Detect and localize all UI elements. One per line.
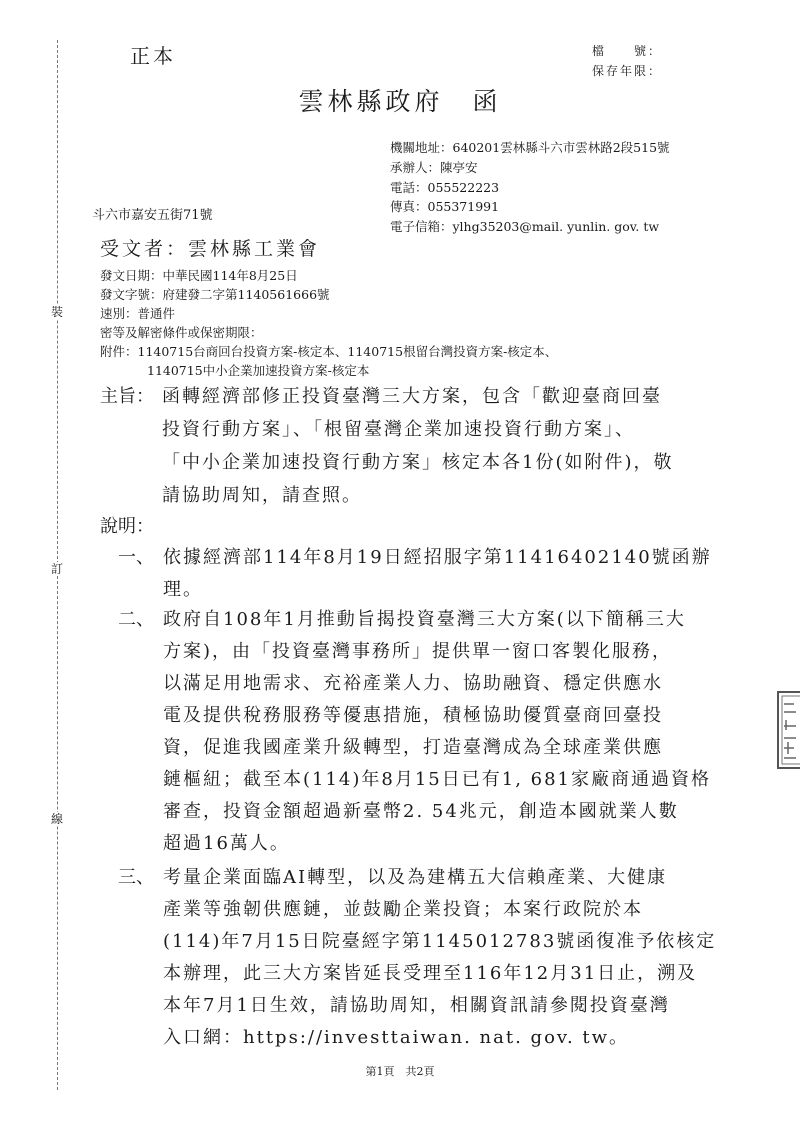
- item-line: 入口網：https://investtaiwan. nat. gov. tw。: [163, 1027, 630, 1048]
- subject-label: 主旨：: [100, 386, 154, 407]
- agency-address: 機關地址：640201雲林縣斗六市雲林路2段515號: [390, 140, 670, 155]
- retention-period-label: 保存年限：: [592, 64, 663, 78]
- seal-stamp: [774, 690, 800, 770]
- subject-line: 函轉經濟部修正投資臺灣三大方案，包含「歡迎臺商回臺: [162, 386, 662, 407]
- subject-line: 請協助周知，請查照。: [162, 485, 362, 506]
- attachments-line-1: 附件：1140715台商回台投資方案-核定本、1140715根留台灣投資方案-核定本、: [100, 344, 558, 359]
- item-line: 理。: [163, 579, 203, 600]
- file-number-label: 檔 號：: [592, 44, 663, 58]
- binding-mark-1: 裝: [51, 305, 64, 319]
- email: 電子信箱：ylhg35203@mail. yunlin. gov. tw: [390, 219, 660, 234]
- page-number: 第1頁 共2頁: [365, 1065, 435, 1078]
- recipient: 受文者：雲林縣工業會: [100, 238, 321, 260]
- description-label: 說明：: [100, 516, 154, 537]
- phone: 電話：055522223: [390, 180, 500, 195]
- item-line: 鏈樞紐；截至本(114)年8月15日已有1, 681家廠商通過資格: [163, 769, 712, 790]
- item-number: 二、: [118, 609, 154, 630]
- binding-mark-2: 訂: [51, 562, 64, 576]
- subject-line: 「中小企業加速投資行動方案」核定本各1份(如附件)，敬: [162, 452, 674, 473]
- document-title: 雲林縣政府 函: [298, 87, 502, 116]
- fax: 傳真：055371991: [390, 199, 500, 214]
- document-number: 發文字號：府建發二字第1140561666號: [100, 287, 330, 302]
- item-line: 電及提供稅務服務等優惠措施，積極協助優質臺商回臺投: [163, 705, 663, 726]
- item-line: 本辦理，此三大方案皆延長受理至116年12月31日止，溯及: [163, 963, 698, 984]
- item-number: 三、: [118, 867, 154, 888]
- item-line: 依據經濟部114年8月19日經招服字第11416402140號函辦: [163, 547, 712, 568]
- handler: 承辦人：陳亭安: [390, 160, 478, 175]
- copy-mark: 正本: [130, 44, 176, 68]
- binding-mark-3: 線: [51, 812, 64, 826]
- item-line: 本年7月1日生效，請協助周知，相關資訊請參閱投資臺灣: [163, 995, 670, 1016]
- item-line: 資，促進我國產業升級轉型，打造臺灣成為全球產業供應: [163, 737, 663, 758]
- item-line: 政府自108年1月推動旨揭投資臺灣三大方案(以下簡稱三大: [163, 609, 686, 630]
- recipient-address: 斗六市嘉安五街71號: [92, 208, 213, 223]
- attachments-line-2: 1140715中小企業加速投資方案-核定本: [147, 363, 370, 378]
- item-line: 超過16萬人。: [163, 833, 290, 854]
- item-line: 方案)，由「投資臺灣事務所」提供單一窗口客製化服務，: [163, 641, 673, 662]
- item-line: 以滿足用地需求、充裕產業人力、協助融資、穩定供應水: [163, 673, 663, 694]
- item-line: 考量企業面臨AI轉型，以及為建構五大信賴產業、大健康: [163, 867, 668, 888]
- issue-date: 發文日期：中華民國114年8月25日: [100, 268, 298, 283]
- item-line: 產業等強韌供應鏈，並鼓勵企業投資；本案行政院於本: [163, 899, 643, 920]
- secrecy-level: 密等及解密條件或保密期限：: [100, 325, 263, 340]
- item-line: 審查，投資金額超過新臺幣2. 54兆元，創造本國就業人數: [163, 801, 679, 822]
- item-line: (114)年7月15日院臺經字第1145012783號函復准予依核定: [163, 931, 717, 952]
- speed-class: 速別：普通件: [100, 306, 176, 321]
- subject-line: 投資行動方案」、「根留臺灣企業加速投資行動方案」、: [162, 419, 635, 440]
- item-number: 一、: [118, 547, 154, 568]
